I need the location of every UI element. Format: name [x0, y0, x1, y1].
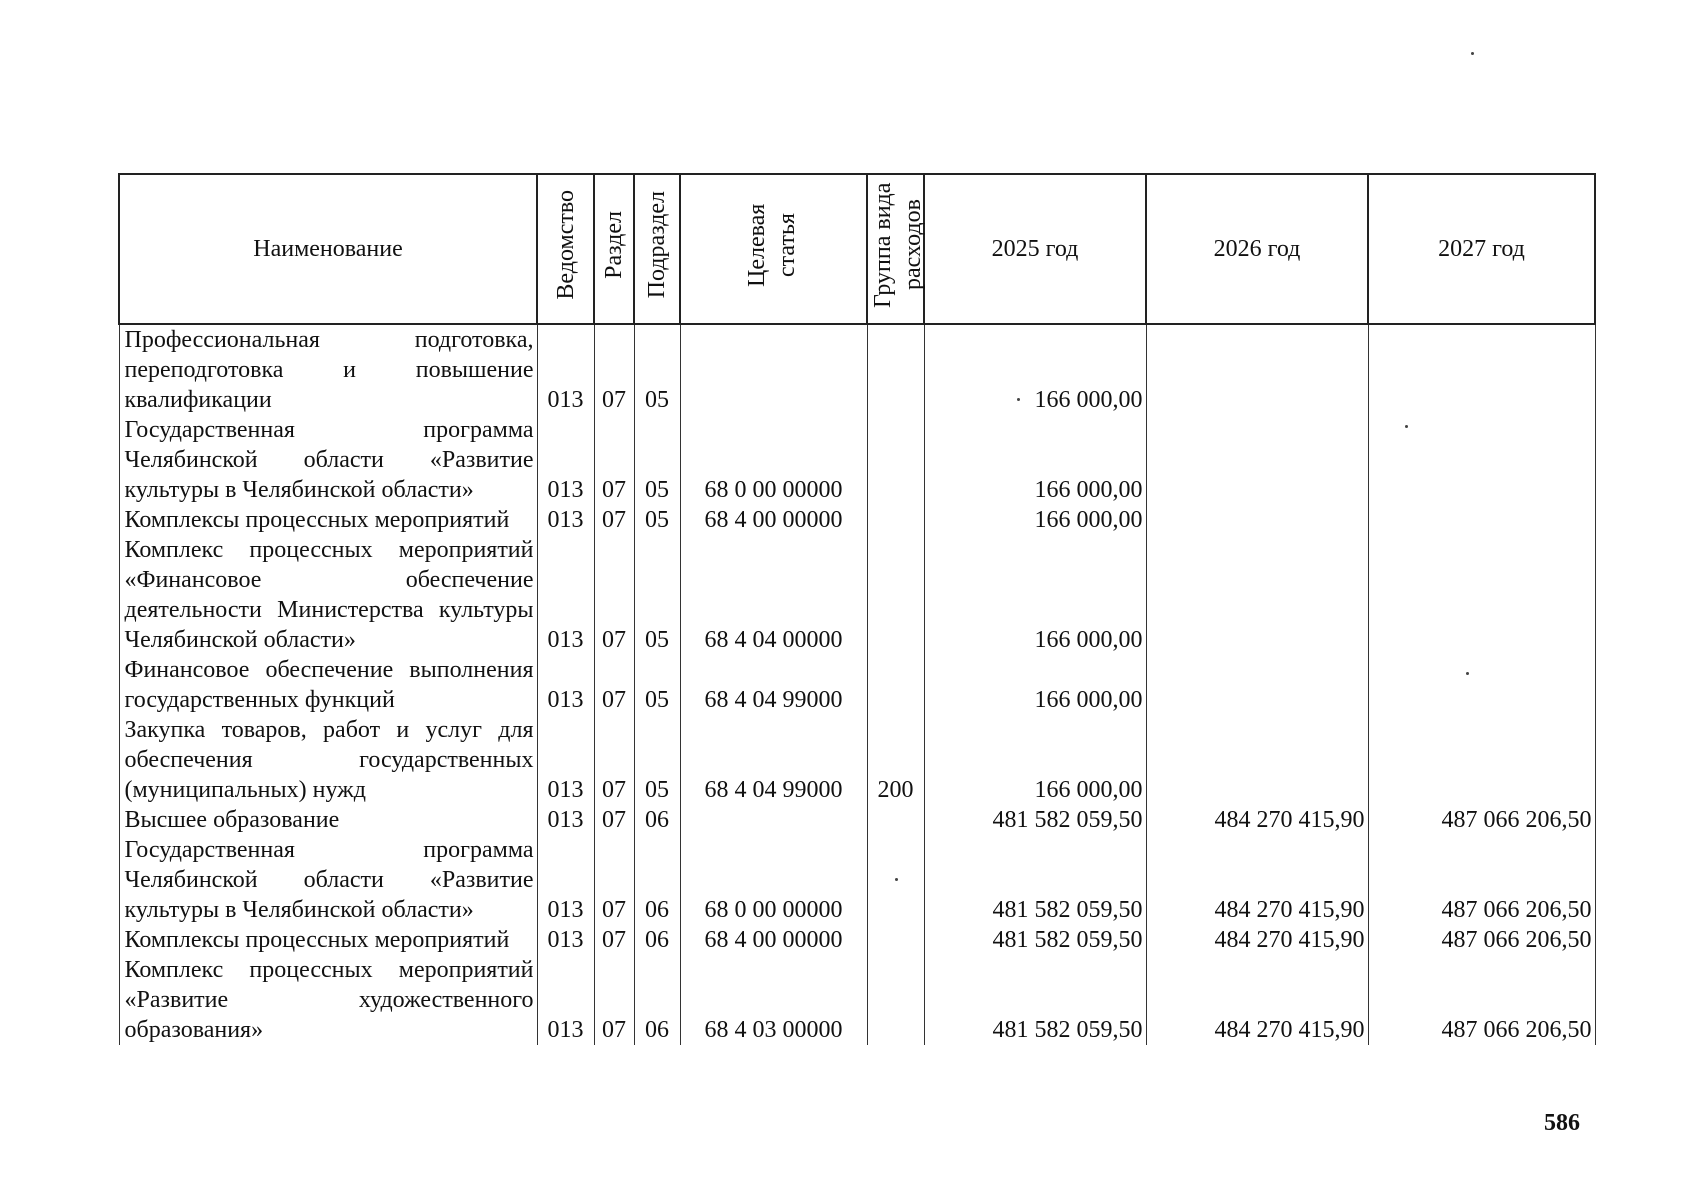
row-section: 07 [594, 715, 634, 805]
table-row [119, 835, 1595, 925]
row-section: 07 [594, 535, 634, 655]
row-expense-group: 200 [867, 715, 924, 805]
row-amount-2026: 484 270 415,90 [1146, 955, 1368, 1045]
table-header [119, 174, 1595, 324]
row-name: Комплексы процессных мероприятий [119, 505, 537, 535]
row-name: Государственная программа Челябинской области «Развитие культуры в Челябинской области» [119, 415, 537, 505]
header-year-2025: 2025 год [924, 174, 1146, 324]
row-amount-2027: 487 066 206,50 [1368, 925, 1595, 955]
row-target-article: 68 4 04 00000 [680, 535, 867, 655]
row-department: 013 [537, 835, 594, 925]
row-section: 07 [594, 835, 634, 925]
row-section: 07 [594, 415, 634, 505]
row-department: 013 [537, 715, 594, 805]
row-section: 07 [594, 955, 634, 1045]
row-subsection: 06 [634, 955, 680, 1045]
table-row [119, 505, 1595, 535]
row-department: 013 [537, 655, 594, 715]
header-subsection [634, 174, 680, 324]
row-amount-2026 [1146, 715, 1368, 805]
row-amount-2026 [1146, 324, 1368, 415]
row-amount-2027 [1368, 655, 1595, 715]
row-name: Комплекс процессных мероприятий «Финансовое обеспечение деятельности Министерства культуры Челябинской области» [119, 535, 537, 655]
row-expense-group [867, 805, 924, 835]
row-amount-2026: 484 270 415,90 [1146, 925, 1368, 955]
row-department: 013 [537, 324, 594, 415]
row-target-article: 68 4 00 00000 [680, 505, 867, 535]
scan-speck [1466, 672, 1469, 675]
budget-table [118, 173, 1596, 1045]
header-year-2026: 2026 год [1146, 174, 1368, 324]
row-expense-group [867, 415, 924, 505]
row-department: 013 [537, 415, 594, 505]
row-amount-2025: 481 582 059,50 [924, 925, 1146, 955]
row-section: 07 [594, 505, 634, 535]
row-subsection: 06 [634, 835, 680, 925]
row-expense-group [867, 535, 924, 655]
row-target-article [680, 805, 867, 835]
row-amount-2025: 481 582 059,50 [924, 955, 1146, 1045]
row-amount-2025: 166 000,00 [924, 535, 1146, 655]
row-amount-2027 [1368, 324, 1595, 415]
row-expense-group [867, 505, 924, 535]
row-expense-group [867, 925, 924, 955]
row-department: 013 [537, 505, 594, 535]
row-amount-2025: 166 000,00 [924, 655, 1146, 715]
row-name: Закупка товаров, работ и услуг для обеспечения государственных (муниципальных) нужд [119, 715, 537, 805]
table-body [119, 324, 1595, 1045]
row-amount-2027 [1368, 535, 1595, 655]
table-row [119, 535, 1595, 655]
row-department: 013 [537, 955, 594, 1045]
row-amount-2025: 166 000,00 [924, 415, 1146, 505]
row-amount-2025: 166 000,00 [924, 715, 1146, 805]
row-subsection: 05 [634, 505, 680, 535]
header-name: Наименование [119, 174, 537, 324]
row-subsection: 05 [634, 415, 680, 505]
row-name: Комплексы процессных мероприятий [119, 925, 537, 955]
row-subsection: 05 [634, 655, 680, 715]
table-row [119, 324, 1595, 415]
row-name: Государственная программа Челябинской области «Развитие культуры в Челябинской области» [119, 835, 537, 925]
row-amount-2027 [1368, 415, 1595, 505]
header-section [594, 174, 634, 324]
row-department: 013 [537, 925, 594, 955]
row-subsection: 05 [634, 324, 680, 415]
table-row [119, 715, 1595, 805]
header-target-article [680, 174, 867, 324]
row-amount-2026 [1146, 655, 1368, 715]
row-target-article: 68 4 03 00000 [680, 955, 867, 1045]
row-section: 07 [594, 805, 634, 835]
row-subsection: 06 [634, 805, 680, 835]
row-amount-2027: 487 066 206,50 [1368, 835, 1595, 925]
row-amount-2026 [1146, 505, 1368, 535]
row-target-article [680, 324, 867, 415]
row-amount-2025: 166 000,00 [924, 505, 1146, 535]
row-subsection: 05 [634, 715, 680, 805]
page-number: 586 [1544, 1110, 1580, 1136]
row-target-article: 68 4 04 99000 [680, 655, 867, 715]
row-expense-group [867, 955, 924, 1045]
row-amount-2026 [1146, 535, 1368, 655]
header-expense-group-label: Группа вида расходов [870, 182, 926, 308]
row-department: 013 [537, 805, 594, 835]
row-section: 07 [594, 324, 634, 415]
row-amount-2026 [1146, 415, 1368, 505]
row-subsection: 06 [634, 925, 680, 955]
header-department-label: Ведомство [552, 190, 579, 300]
row-amount-2025: 481 582 059,50 [924, 835, 1146, 925]
row-amount-2026: 484 270 415,90 [1146, 835, 1368, 925]
row-target-article: 68 4 00 00000 [680, 925, 867, 955]
header-expense-group [867, 174, 924, 324]
scan-speck [895, 878, 898, 881]
scan-speck [1471, 52, 1474, 55]
header-department [537, 174, 594, 324]
scan-speck [1017, 398, 1020, 401]
row-amount-2027: 487 066 206,50 [1368, 955, 1595, 1045]
table-row [119, 415, 1595, 505]
row-target-article: 68 0 00 00000 [680, 835, 867, 925]
row-amount-2027: 487 066 206,50 [1368, 805, 1595, 835]
row-amount-2027 [1368, 505, 1595, 535]
scan-speck [1405, 425, 1408, 428]
row-target-article: 68 0 00 00000 [680, 415, 867, 505]
table-row [119, 955, 1595, 1045]
header-section-label: Раздел [601, 211, 627, 279]
row-subsection: 05 [634, 535, 680, 655]
table-row [119, 805, 1595, 835]
header-target-article-label: Целевая статья [743, 203, 800, 287]
table-row [119, 925, 1595, 955]
row-name: Комплекс процессных мероприятий «Развитие художественного образования» [119, 955, 537, 1045]
row-amount-2025: 166 000,00 [924, 324, 1146, 415]
row-expense-group [867, 324, 924, 415]
header-subsection-label: Подраздел [644, 191, 670, 299]
row-section: 07 [594, 655, 634, 715]
row-department: 013 [537, 535, 594, 655]
row-amount-2026: 484 270 415,90 [1146, 805, 1368, 835]
row-name: Финансовое обеспечение выполнения государственных функций [119, 655, 537, 715]
row-expense-group [867, 655, 924, 715]
row-name: Высшее образование [119, 805, 537, 835]
row-amount-2027 [1368, 715, 1595, 805]
row-amount-2025: 481 582 059,50 [924, 805, 1146, 835]
row-name: Профессиональная подготовка, переподготовка и повышение квалификации [119, 324, 537, 415]
row-target-article: 68 4 04 99000 [680, 715, 867, 805]
table-row [119, 655, 1595, 715]
row-section: 07 [594, 925, 634, 955]
header-year-2027: 2027 год [1368, 174, 1595, 324]
